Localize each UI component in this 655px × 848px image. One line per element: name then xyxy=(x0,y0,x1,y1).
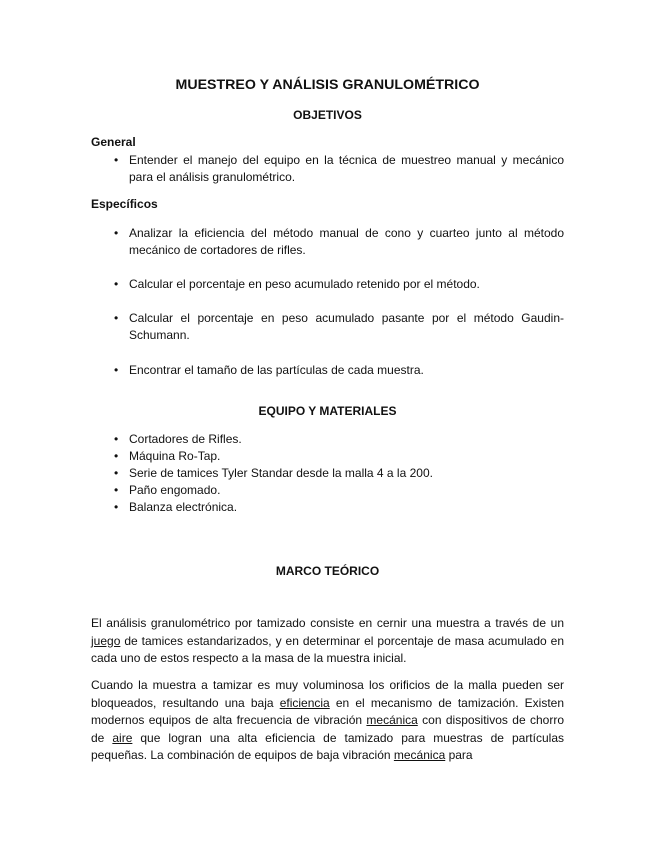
especificos-list-4 xyxy=(91,362,564,379)
link-aire[interactable]: aire xyxy=(112,730,133,745)
paragraph-text: en el mecanismo de tamización. Existen modernos equipos de alta frecuencia de vibración xyxy=(91,695,564,727)
list-item: • Máquina Ro-Tap. xyxy=(91,448,564,465)
link-mecanica-2[interactable]: mecánica xyxy=(393,748,446,762)
list-item: • Cortadores de Rifles. xyxy=(91,431,564,448)
marco-heading: MARCO TEÓRICO xyxy=(275,564,380,578)
especificos-list-2 xyxy=(91,276,564,293)
link-juego[interactable]: juego xyxy=(91,633,121,648)
paragraph-text: de tamices estandarizados, y en determinar el porcentaje de masa acumulado en cada uno de estos respecto a la masa de la muestra inicial. xyxy=(91,633,564,665)
list-item: • Paño engomado. xyxy=(91,482,564,499)
especificos-heading: Específicos xyxy=(91,197,158,211)
especificos-list-3 xyxy=(91,310,564,344)
marco-paragraph-1 xyxy=(91,615,564,668)
paragraph-text: con dispositivos de chorro de xyxy=(91,713,564,745)
list-item: • Calcular el porcentaje en peso acumulado pasante por el método Gaudin-Schumann. xyxy=(91,310,564,344)
list-item: • Analizar la eficiencia del método manual de cono y cuarteo junto al método mecánico de cortadores de rifles. xyxy=(91,225,564,259)
objetivos-heading: OBJETIVOS xyxy=(293,108,362,122)
list-item: • Encontrar el tamaño de las partículas de cada muestra. xyxy=(91,362,564,379)
list-item: • Balanza electrónica. xyxy=(91,499,564,516)
list-item: • Serie de tamices Tyler Standar desde la malla 4 a la 200. xyxy=(91,465,564,482)
especificos-list-1 xyxy=(91,225,564,259)
general-list xyxy=(91,152,564,186)
list-item: • Entender el manejo del equipo en la técnica de muestreo manual y mecánico para el análisis granulométrico. xyxy=(91,152,564,186)
paragraph-text: El análisis granulométrico por tamizado consiste en cernir una muestra a través de un xyxy=(91,616,564,630)
paragraph-text: para xyxy=(445,748,473,762)
list-item: • Calcular el porcentaje en peso acumulado retenido por el método. xyxy=(91,276,564,293)
link-eficiencia[interactable]: eficiencia xyxy=(279,695,330,710)
equipo-heading: EQUIPO Y MATERIALES xyxy=(258,404,397,418)
paragraph-text: que logran una alta eficiencia de tamizado para muestras de partículas pequeñas. La combinación de equipos de baja vibración xyxy=(91,730,564,762)
general-heading: General xyxy=(91,135,136,149)
paragraph-text: Cuando la muestra a tamizar es muy voluminosa los orificios de la malla pueden ser bloqueados, resultando una baja xyxy=(91,678,564,710)
equipo-list xyxy=(91,431,564,516)
document-title: MUESTREO Y ANÁLISIS GRANULOMÉTRICO xyxy=(175,77,480,93)
link-mecanica[interactable]: mecánica xyxy=(366,713,418,727)
marco-paragraph-2 xyxy=(91,677,564,765)
